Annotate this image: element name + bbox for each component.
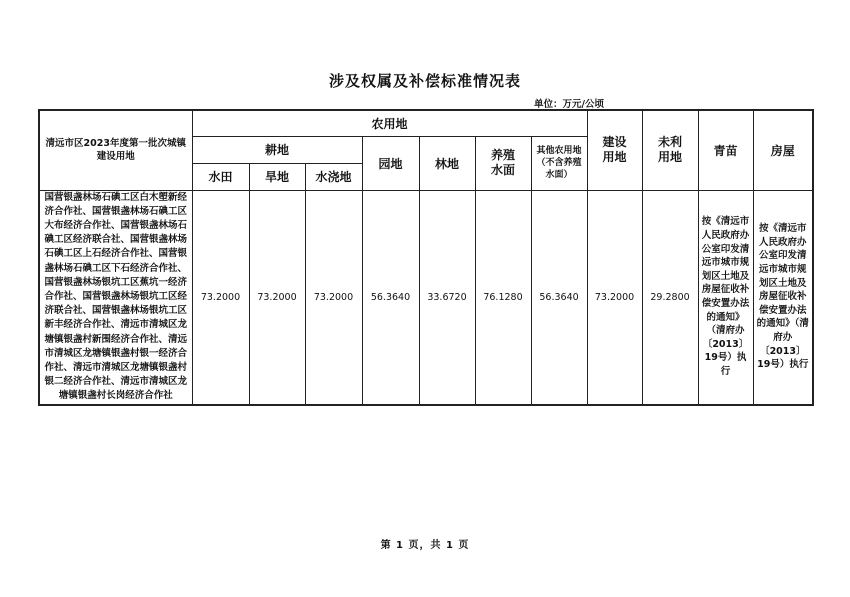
value-unused-land: 29.2800 <box>642 190 698 405</box>
value-houses: 按《清远市人民政府办公室印发清远市城市规划区土地及房屋征收补偿安置办法的通知》（清府办〔2013〕19号）执行 <box>753 190 813 405</box>
header-construction-land-label: 建设用地 <box>602 135 627 165</box>
value-crops: 按《清远市人民政府办公室印发清远市城市规划区土地及房屋征收补偿安置办法的通知》（清府办〔2013〕19号）执行 <box>698 190 753 405</box>
header-cultivated-land: 耕地 <box>192 136 362 163</box>
header-garden-land: 园地 <box>362 136 419 190</box>
header-other-farmland <box>531 136 587 190</box>
value-construction-land: 73.2000 <box>587 190 642 405</box>
header-unused-land <box>642 110 698 190</box>
header-aquaculture-water-label: 养殖水面 <box>490 148 515 177</box>
header-dry-land: 旱地 <box>249 163 305 190</box>
compensation-table <box>38 109 814 406</box>
header-construction-land <box>587 110 642 190</box>
value-paddy-field: 73.2000 <box>192 190 249 405</box>
value-garden-land: 56.3640 <box>362 190 419 405</box>
value-dry-land: 73.2000 <box>249 190 305 405</box>
page-number: 第 1 页，共 1 页 <box>380 540 470 551</box>
value-aquaculture-water: 76.1280 <box>475 190 531 405</box>
header-other-farmland-label: 其他农用地（不含养殖水面） <box>536 146 582 180</box>
header-unused-land-label: 未利用地 <box>658 135 683 165</box>
value-other-farmland: 56.3640 <box>531 190 587 405</box>
header-paddy-field: 水田 <box>192 163 249 190</box>
header-farmland: 农用地 <box>192 110 587 136</box>
value-irrigated-land: 73.2000 <box>305 190 362 405</box>
header-aquaculture-water <box>475 136 531 190</box>
header-houses: 房屋 <box>753 110 813 190</box>
value-forest-land: 33.6720 <box>419 190 475 405</box>
unit-label: 单位：万元/公顷 <box>534 99 604 110</box>
owners-cell: 国营银盏林场石碘工区白木塱新经济合作社、国营银盏林场石碘工区大布经济合作社、国营银盏林场石碘工区经济联合社、国营银盏林场石碘工区上石经济合作社、国营银盏林场石碘工区下石经济合作社、国营银盏林场银坑工区蕉坑一经济合作社、国营银盏林场银坑工区经济联合社、国营银盏林场银坑工区新丰经济合作社、清远市清城区龙塘镇银盏村新围经济合作社、清远市清城区龙塘镇银盏村银一经济合作社、清远市清城区龙塘镇银盏村银二经济合作社、清远市清城区龙塘镇银盏村长岗经济合作社 <box>39 190 192 405</box>
header-crops: 青苗 <box>698 110 753 190</box>
header-irrigated-land: 水浇地 <box>305 163 362 190</box>
header-forest-land: 林地 <box>419 136 475 190</box>
row-header-cell: 清远市区2023年度第一批次城镇建设用地 <box>39 110 192 190</box>
table-row <box>39 190 813 405</box>
document-title: 涉及权属及补偿标准情况表 <box>328 72 521 90</box>
